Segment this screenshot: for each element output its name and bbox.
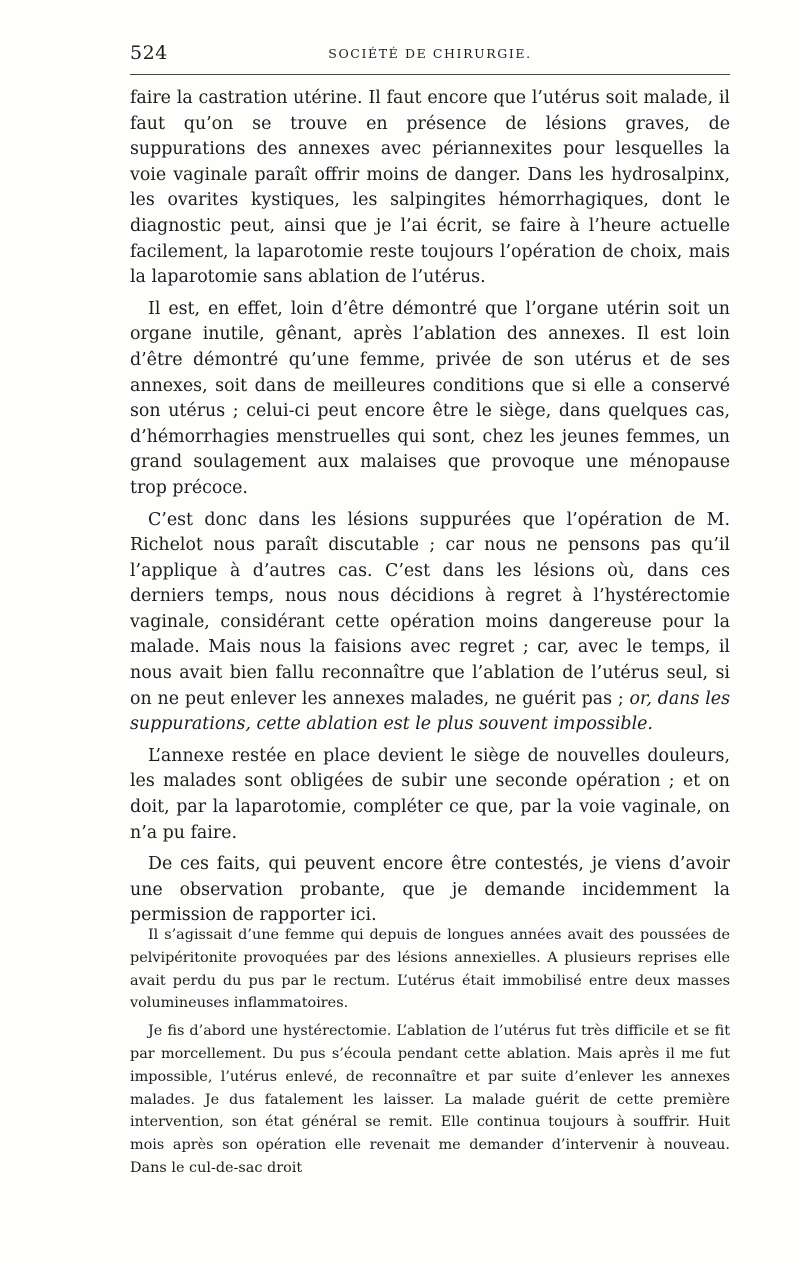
case-report (130, 924, 730, 1185)
paragraph-2: Il est, en effet, loin d’être démontré que l’organe utérin soit un organe inutile, gênant, après l’ablation des annexes. Il est loin d’être démontré qu’une femme, privée de son utérus et de ses annexes, soit dans de meilleures conditions que si elle a conservé son utérus ; celui-ci peut encore être le siège, dans quelques cas, d’hémorrhagies menstruelles qui sont, chez les jeunes femmes, un grand soulagement aux malaises que provoque une ménopause trop précoce. (130, 298, 730, 498)
case-paragraph-2: Je fis d’abord une hystérectomie. L’ablation de l’utérus fut très difficile et se fit par morcellement. Du pus s’écoula pendant cette ablation. Mais après il me fut impossible, l’utérus enlevé, de reconnaître et par suite d’enlever les annexes malades. Je dus fatalement les laisser. La malade guérit de cette première intervention, son état général se remit. Elle continua toujours à souffrir. Huit mois après son opération elle revenait me demander d’intervenir à nouveau. Dans le cul-de-sac droit (130, 1023, 730, 1176)
main-text (130, 86, 730, 935)
paragraph-5: De ces faits, qui peuvent encore être contestés, je viens d’avoir une observation probante, que je demande incidemment la permission de rapporter ici. (130, 854, 730, 926)
journal-title: SOCIÉTÉ DE CHIRURGIE. (328, 46, 532, 61)
page-number: 524 (130, 42, 168, 64)
paragraph-3 (130, 508, 730, 738)
paragraph-1: faire la castration utérine. Il faut encore que l’utérus soit malade, il faut qu’on se trouve en présence de lésions graves, de suppurations des annexes avec périannexites pour lesquelles la voie vaginale paraît offrir moins de danger. Dans les hydrosalpinx, les ovarites kystiques, les salpingites hémorrhagiques, dont le diagnostic peut, ainsi que je l’ai écrit, se faire à l’heure actuelle facilement, la laparotomie reste toujours l’opération de choix, mais la laparotomie sans ablation de l’utérus. (130, 88, 730, 288)
case-paragraph-1: Il s’agissait d’une femme qui depuis de longues années avait des poussées de pelvipéritonite provoquées par des lésions annexielles. A plusieurs reprises elle avait perdu du pus par le rectum. L’utérus était immobilisé entre deux masses volumineuses inflammatoires. (130, 927, 730, 1012)
header-rule (130, 74, 730, 75)
paragraph-3-text: C’est donc dans les lésions suppurées que l’opération de M. Richelot nous paraît discutable ; car nous ne pensons pas qu’il l’applique à d’autres cas. C’est dans les lésions où, dans ces derniers temps, nous nous décidions à regret à l’hystérectomie vaginale, considérant cette opération moins dangereuse pour la malade. Mais nous la faisions avec regret ; car, avec le temps, il nous avait bien fallu reconnaître que l’ablation de l’utérus seul, si on ne peut enlever les annexes malades, ne guérit pas ; (130, 509, 730, 709)
paragraph-4: L’annexe restée en place devient le siège de nouvelles douleurs, les malades sont obligées de subir une seconde opération ; et on doit, par la laparotomie, compléter ce que, par la voie vaginale, on n’a pu faire. (130, 745, 730, 843)
paragraph-3-italic: or, dans les suppurations, cette ablation est le plus souvent impossible. (130, 688, 731, 735)
running-head (130, 42, 730, 70)
